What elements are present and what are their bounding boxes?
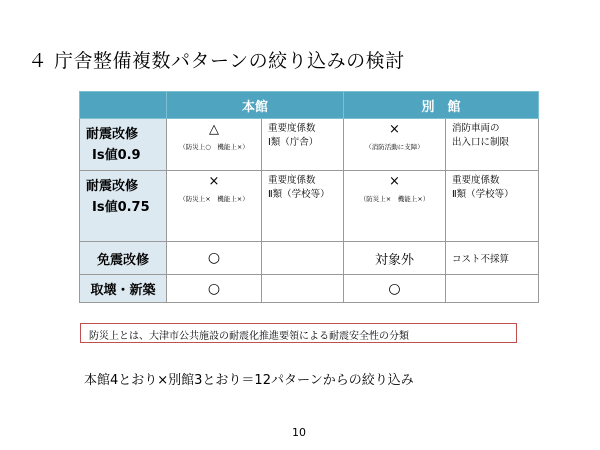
header-honkan: 本館 [167, 92, 344, 119]
row-label-cell [80, 119, 167, 171]
pattern-table [79, 91, 539, 303]
honkan-evaluation-cell: ○ [167, 242, 262, 275]
evaluation-symbol: × [389, 122, 400, 137]
honkan-evaluation-cell: ○ [167, 275, 262, 303]
page-number: 10 [292, 426, 306, 439]
note-line: 重要度係数 [268, 175, 316, 186]
row-label: 耐震改修 [86, 179, 139, 194]
definition-note: 防災上とは、大津市公共施設の耐震化推進要領による耐震安全性の分類 [80, 323, 517, 343]
honkan-note-cell [262, 119, 344, 171]
header-corner-cell [80, 92, 167, 119]
row-label: 免震改修 [80, 242, 167, 275]
evaluation-detail: （防災上× 機能上×） [179, 195, 249, 203]
note-line: Ⅰ類（庁舎） [268, 137, 319, 148]
row-label-cell [80, 171, 167, 242]
honkan-evaluation-cell [167, 119, 262, 171]
evaluation-symbol: △ [209, 122, 219, 137]
note-line: 重要度係数 [268, 123, 316, 134]
table-row [80, 171, 539, 242]
page-title: ４ 庁舎整備複数パターンの絞り込みの検討 [28, 50, 405, 72]
table-row [80, 119, 539, 171]
honkan-note-cell [262, 171, 344, 242]
table-header-row [80, 92, 539, 119]
note-line: Ⅱ類（学校等） [452, 189, 514, 200]
honkan-note-cell [262, 275, 344, 303]
bekkan-evaluation-cell [344, 119, 446, 171]
row-label: 耐震改修 [86, 127, 139, 142]
table-row [80, 275, 539, 303]
evaluation-detail: （防災上○ 機能上×） [179, 143, 249, 151]
row-label-sub: Is値0.9 [92, 148, 141, 163]
row-label-sub: Is値0.75 [92, 200, 150, 215]
evaluation-symbol: × [389, 174, 400, 189]
bekkan-note-cell [446, 275, 539, 303]
honkan-note-cell [262, 242, 344, 275]
evaluation-symbol: × [208, 174, 220, 189]
summary-text: 本館4とおり×別館3とおり＝12パターンからの絞り込み [84, 373, 414, 388]
bekkan-note-cell [446, 119, 539, 171]
header-bekkan: 別 館 [344, 92, 539, 119]
bekkan-evaluation-cell: ○ [344, 275, 446, 303]
note-line: 重要度係数 [452, 175, 500, 186]
row-label: 取壊・新築 [80, 275, 167, 303]
note-line: 消防車両の [452, 123, 500, 134]
bekkan-note-cell [446, 171, 539, 242]
bekkan-evaluation-cell: 対象外 [344, 242, 446, 275]
evaluation-detail: （防災上× 機能上×） [359, 195, 430, 203]
bekkan-note-cell: コスト不採算 [446, 242, 539, 275]
honkan-evaluation-cell [167, 171, 262, 242]
table-row [80, 242, 539, 275]
bekkan-evaluation-cell [344, 171, 446, 242]
evaluation-detail: （消防活動に支障） [365, 143, 424, 151]
note-line: Ⅱ類（学校等） [268, 189, 330, 200]
note-line: 出入口に制限 [452, 137, 510, 148]
